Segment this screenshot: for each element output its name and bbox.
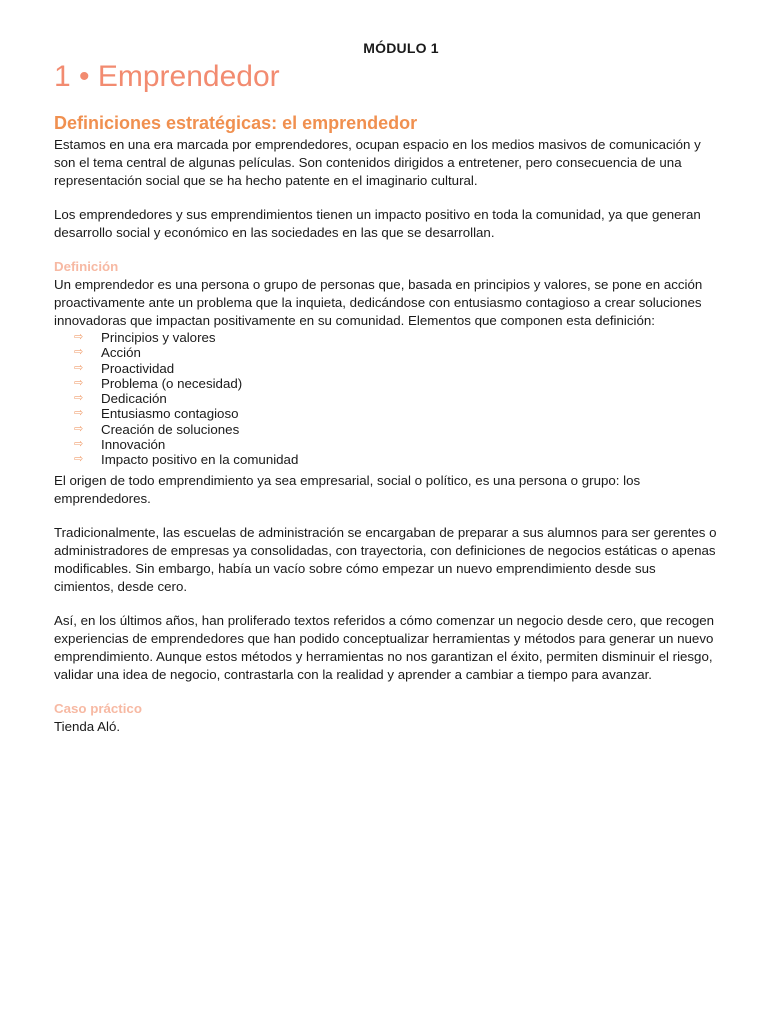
right-arrow-outline-icon: ⇨ — [74, 422, 84, 435]
list-item-label: Problema (o necesidad) — [101, 375, 243, 391]
right-arrow-outline-icon: ⇨ — [74, 407, 84, 420]
list-item — [74, 361, 718, 376]
list-item — [74, 330, 718, 345]
definition-text: Un emprendedor es una persona o grupo de personas que, basada en principios y valores, se pone en acción proactivamente ante un problema que la inquieta, dedicándose con entusiasmo contagioso a crear soluciones innovadoras que impactan positivamente en su comunidad. Elementos que componen esta definición: — [54, 277, 703, 328]
section-title: Definiciones estratégicas: el emprendedor — [54, 113, 418, 133]
right-arrow-outline-icon: ⇨ — [74, 438, 84, 451]
case-study-text: Tienda Aló. — [54, 718, 121, 734]
list-item-label: Entusiasmo contagioso — [101, 406, 239, 422]
body-paragraph-2: Tradicionalmente, las escuelas de administración se encargaban de preparar a sus alumnos para ser gerentes o administradores de empresas ya consolidadas, con trayectoria, con definiciones de negocios estáticas o apenas modificables. Sin embargo, había un vacío sobre cómo empezar un nuevo emprendimiento desde sus cimientos, desde cero. — [54, 524, 717, 594]
document-page — [54, 40, 718, 736]
list-item — [74, 376, 718, 391]
right-arrow-outline-icon: ⇨ — [74, 361, 84, 374]
intro-paragraph-2: Los emprendedores y sus emprendimientos tienen un impacto positivo en toda la comunidad, ya que generan desarrollo social y económico en las sociedades en las que se desarrollan. — [54, 207, 701, 240]
case-study-heading: Caso práctico — [54, 700, 142, 716]
list-item — [74, 437, 718, 452]
list-item — [74, 422, 718, 437]
module-header — [54, 40, 718, 56]
list-item-label: Impacto positivo en la comunidad — [101, 452, 299, 468]
list-item-label: Proactividad — [101, 360, 175, 376]
list-item-label: Innovación — [101, 437, 166, 453]
list-item — [74, 452, 718, 467]
module-label: MÓDULO 1 — [363, 40, 439, 56]
body-paragraph-3: Así, en los últimos años, han proliferado textos referidos a cómo comenzar un negocio desde cero, que recogen experiencias de emprendedores que han podido conceptualizar herramientas y métodos para generar un nuevo emprendimiento. Aunque estos métodos y herramientas no nos garantizan el éxito, permiten disminuir el riesgo, validar una idea de negocio, contrastarla con la realidad y aprender a cambiar a tiempo para avanzar. — [54, 612, 715, 682]
list-item-label: Principios y valores — [101, 330, 216, 345]
list-item — [74, 391, 718, 406]
right-arrow-outline-icon: ⇨ — [74, 331, 84, 343]
definition-heading: Definición — [54, 259, 119, 274]
list-item — [74, 406, 718, 421]
list-item-label: Acción — [101, 345, 141, 361]
right-arrow-outline-icon: ⇨ — [74, 346, 84, 359]
definition-elements-list — [54, 330, 718, 468]
intro-paragraph-1: Estamos en una era marcada por emprendedores, ocupan espacio en los medios masivos de comunicación y son el tema central de algunas películas. Son contenidos dirigidos a entretener, pero consecuencia de una representación social que se ha hecho patente en el imaginario cultural. — [54, 137, 701, 188]
right-arrow-outline-icon: ⇨ — [74, 453, 84, 466]
right-arrow-outline-icon: ⇨ — [74, 376, 84, 389]
body-paragraph-1: El origen de todo emprendimiento ya sea empresarial, social o político, es una persona o grupo: los emprendedores. — [54, 472, 641, 506]
list-item — [74, 345, 718, 360]
right-arrow-outline-icon: ⇨ — [74, 392, 84, 405]
list-item-label: Dedicación — [101, 391, 167, 407]
list-item-label: Creación de soluciones — [101, 421, 240, 437]
chapter-title: 1 • Emprendedor — [54, 60, 280, 93]
